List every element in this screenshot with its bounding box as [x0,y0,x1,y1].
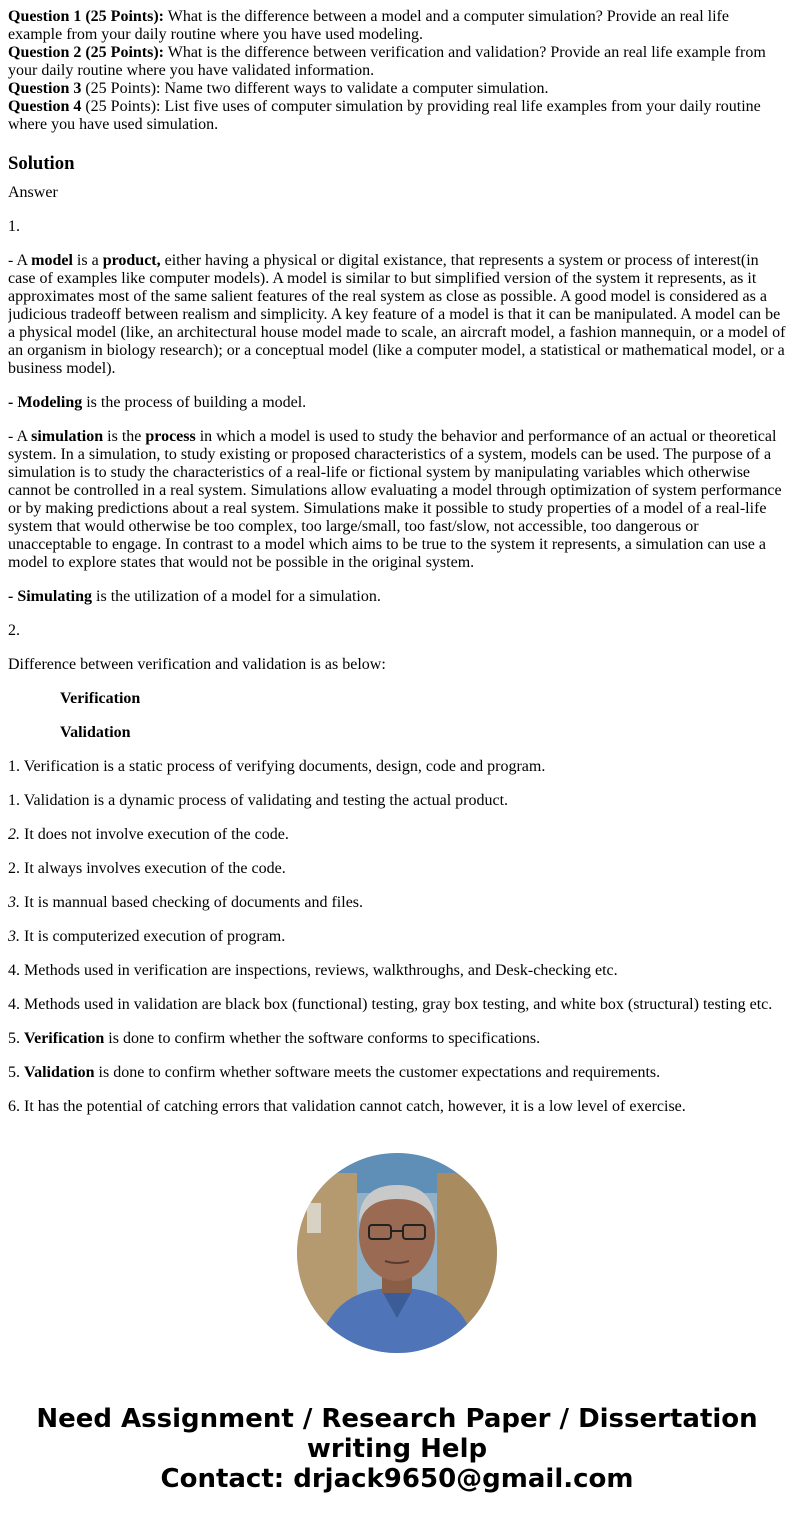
verification-point-6: 6. It has the potential of catching errors that validation cannot catch, however, it is a low level of exercise. [8,1098,686,1115]
solution-heading: Solution [8,153,75,174]
question-2: Question 2 (25 Points): What is the difference between verification and validation? Provide an real life example from your daily routine where you have validated information. [8,44,766,79]
verification-point-4: 4. Methods used in verification are inspections, reviews, walkthroughs, and Desk-checking etc. [8,962,618,979]
simulation-paragraph: - A simulation is the process in which a model is used to study the behavior and performance of an actual or theoretical system. In a simulation, to study existing or proposed characteristics of a system, models can be used. The purpose of a simulation is to study the characteristics of a real-life or fictional system by manipulating variables which otherwise cannot be controlled in a real system. Simulations allow evaluating a model through optimization of system performance or by making predictions about a real system. Simulations make it possible to study properties of a model of a real-life system that would otherwise be too complex, too large/small, too fast/slow, not accessible, too dangerous or unacceptable to engage. In contrast to a model which aims to be true to the system it represents, a simulation can use a model to explore states that would not be possible in the original system. [8,428,782,571]
modeling-paragraph: - Modeling is the process of building a model. [8,394,307,411]
portrait-image [297,1153,497,1353]
questions-block [8,8,786,134]
answer-2-number: 2. [8,622,20,639]
validation-point-3: 3. It is computerized execution of program. [8,928,286,945]
promo-line-1: Need Assignment / Research Paper / Dissertation [36,1404,758,1434]
difference-intro: Difference between verification and validation is as below: [8,656,386,673]
validation-point-2: 2. It always involves execution of the code. [8,860,286,877]
promo-contact: Contact: drjack9650@gmail.com [160,1464,634,1494]
simulating-paragraph: - Simulating is the utilization of a model for a simulation. [8,588,381,605]
question-1: Question 1 (25 Points): What is the difference between a model and a computer simulation? Provide an real life example from your daily routine where you have used modeling. [8,8,729,43]
verification-point-5: 5. Verification is done to confirm whether the software conforms to specifications. [8,1030,541,1047]
verification-header: Verification [60,690,141,707]
verification-point-2: 2. It does not involve execution of the code. [8,826,289,843]
document-page [8,8,786,1139]
verification-point-3: 3. It is mannual based checking of documents and files. [8,894,364,911]
model-paragraph: - A model is a product, either having a physical or digital existance, that represents a system or process of interest(in case of examples like computer models). A model is similar to but simplified version of the system it represents, as it approximates most of the same salient features of the real system as close as possible. A good model is considered as a judicious tradeoff between realism and simplicity. A key feature of a model is that it can be manipulated. A model can be a physical model (like, an architectural house model made to scale, an aircraft model, a fashion mannequin, or a model of an organism in biology research); or a conceptual model (like a computer model, a statistical or mathematical model, or a business model). [8,252,786,377]
verification-point-1: 1. Verification is a static process of verifying documents, design, code and program. [8,758,546,775]
promo-line-2: writing Help [306,1434,488,1464]
solution-content [8,184,786,1139]
answer-label: Answer [8,184,58,201]
author-avatar [297,1153,497,1353]
question-3: Question 3 (25 Points): Name two different ways to validate a computer simulation. [8,80,549,97]
promo-banner [0,1404,794,1494]
validation-header: Validation [60,724,131,741]
answer-1-number: 1. [8,218,20,235]
validation-point-1: 1. Validation is a dynamic process of validating and testing the actual product. [8,792,509,809]
validation-point-4: 4. Methods used in validation are black box (functional) testing, gray box testing, and white box (structural) testing etc. [8,996,773,1013]
validation-point-5: 5. Validation is done to confirm whether software meets the customer expectations and requirements. [8,1064,661,1081]
question-4: Question 4 (25 Points): List five uses of computer simulation by providing real life examples from your daily routine where you have used simulation. [8,98,761,133]
